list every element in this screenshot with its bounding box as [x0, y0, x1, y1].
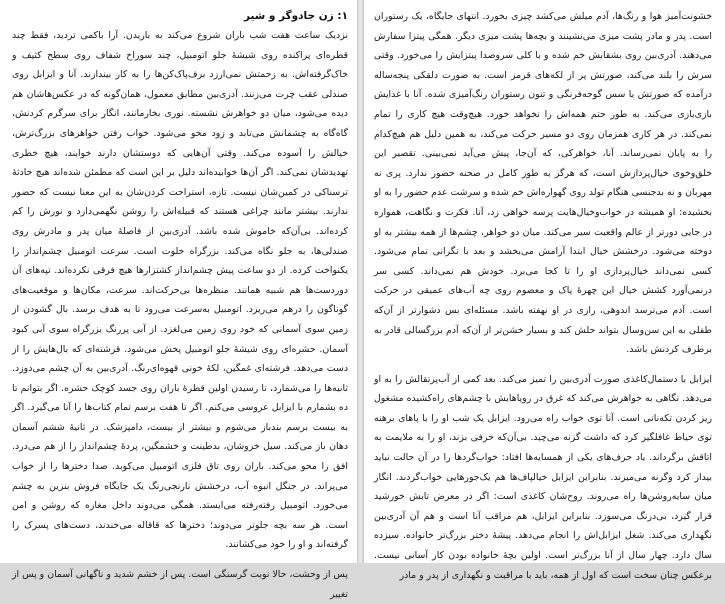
- paragraph: نزدیک ساعت هفت شب باران شروع می‌کند به باریدن. آرا باکمی تردید، فقط چند قطره‌ای پراکنده روی شیشهٔ جلو اتومبیل، چند سوراخ شفاف روی سطح کثیف و خاک‌گرفته‌اش. به زحمتش نمی‌ارزد برف‌پاک‌کن‌ها را به کار بیندازند. آنا و ایزابل روی صندلی عقب چرت می‌زنند. آدری‌بین مطابق معمول، همان‌گونه که در عکس‌هاشان هم دیده می‌شود، میان دو خواهرش نشسته. نوری بخارمانند، انگار برای سرگرم کردنش، گاه‌گاه به چشمانش می‌تابد و زود محو می‌شود. خواب رفتن خواهرهای بزرگ‌ترش، خیالش را آسوده می‌کند. وقتی آن‌هایی که دوستشان دارند خوابند، هیچ خطری تهدیدشان نمی‌کند. اگر آن‌ها خوابیده‌اند دلیل بر این است که مطمئن شده‌اند هیچ حادثهٔ ترسناکی در کمین‌شان نیست. تازه، استراحت کردن‌شان به این معنا نیست که حضور ندارند. بیشتر مانند چراغی هستند که قبیله‌اش را روشن نگهمی‌دارد و نورش را کم کرده‌اند. بی‌آن‌که خاموش شده باشد. آدری‌بین از فاصلهٔ میان پدر و مادرش روی صندلی‌ها، به جلو نگاه می‌کند. بزرگراه خلوت است. سرعت اتومبیل چشم‌انداز را یکنواخت کرده. از دو ساعت پیش چشم‌انداز کشتزارها هیچ فرقی نکرده‌اند. تپه‌های آن دوردست‌ها هم شبیه همانند. منظره‌ها بی‌حرکت‌اند. سرعت، مکان‌ها و موقعیت‌های گوناگون را درهم می‌ریزد. اتومبیل به‌سرعت می‌رود تا به هدف برسد. بال گشودن از زمین سوی آسمانی که خود روی زمین می‌لغزد. از آبی پررنگ بزرگراه سوی آبی کبود آسمان. حشره‌ای روی شیشهٔ جلو اتومبیل پخش می‌شود. قرشته‌ای که بال‌هایش را از دست می‌دهد. فرشته‌ای غمگین، لکهٔ خونی قهوه‌ای‌رنگ. آدری‌بین به آن چشم می‌دوزد. ثانیه‌ها را می‌شمارد، تا رسیدن اولین قطرهٔ باران روی جسد کوچک حشره. اگر بتوانم تا ده بشمارم با ایزابل عروسی می‌کنم. اگر تا هفت برسم تمام کتاب‌ها را آنا می‌گیرد. اگر به بیست برسم بندباز می‌شوم و بیشتر از بیست، دامپزشک. در ثانیهٔ ششم آسمان دهان باز می‌کند. سیل خروشان، بدطینت و خشمگین، پردهٔ چشم‌انداز را از هم می‌درد. افق را محو می‌کند. باران روی تاق فلزی اتومبیل می‌کوبد. صدا دختر‌ها را از خواب می‌پراند. در جنگل انبوه آب، درخشش نارنجی‌رنگ یک جایگاه فروش بنزین به چشم می‌خورد. اتومبیل رفته‌رفته می‌ایستد. همگی می‌دوند داخل مغازه که روشن و امن است. هر سه بچه جلوتر می‌دوند؛ دختر‌ها که قاقاله می‌خندند، دست‌های پسرک را گرفته‌اند و او را خود می‌کشانند.: [12, 30, 348, 551]
- left-page: [0, 0, 357, 600]
- paragraph: ایزابل با دستمال‌کاغذی صورت آدری‌بین را تمیز می‌کند. بعد کمی از آب‌پرتقالش را به او می‌دهد. نگاهی به خواهرش می‌کند که غرق در رویاهایش با چشم‌های راه‌کشیده مشغول ریز کردن تکه‌نانی است. آنا توی خواب راه می‌رود. ایزابل یک شب او را با پاهای برهنه توی حیاط غافلگیر کرد که داشت گزنه می‌چید. بی‌آن‌که حرفی بزند، او را به ملایمت به اتاقش برگرداند. یاد حرف‌های یکی از همسایه‌ها افتاد: خواب‌گردها را در آن حالت نباید بیدار کرد وگرنه می‌میرند. بنابراین ایزابل خیالپاف‌ها هم یک‌جورهایی خواب‌گردند. انگار میان سایه‌روشن‌ها راه می‌روند. روح‌شان کاغذی است: اگر در معرض تابش خورشید قرار گیرد، بی‌درنگ می‌سوزد. بنابراین ایزابل، هم مراقب آنا است و هم آن آدری‌بین نگهداری می‌کند. شغل ایزابل‌اش را انجام می‌دهد. پیشهٔ دختر بزرگ‌تر خانواده. سیزده سال دارد. چهار سال از آنا بزرگ‌تر است. اولین بچهٔ خانواده بودن کار آسانی نیست. برعکس چنان سخت است که اول از همه، باید با مراقبت و نگهداری از پدر و مادر: [374, 373, 712, 581]
- paragraph-gap: [374, 360, 712, 370]
- right-page-body: [374, 7, 712, 585]
- chapter-heading: ۱: زن جادوگر و شیر: [244, 10, 348, 22]
- right-page: [364, 0, 725, 581]
- book-gutter: [357, 0, 364, 563]
- paragraph: خشونت‌آمیز هوا و رنگ‌ها، آدم میلش می‌کشد چیزی بخورد. انتهای جایگاه، یک رستوران است. پدر و مادر پشت میزی می‌نشینند و بچه‌ها پشت میزی دیگر. همگی پیتزا سفارش می‌دهند. آدری‌بین روی بشقابش خم شده و با کلی سروصدا پیتزایش را می‌خورد. وقتی سرش را بلند می‌کند، صورتش پر از لکه‌های قرمز است. به صورت دلقکی پنجه‌ساله درآمده که صورتش با سس گوجه‌فرنگی و تنون رستوران رنگ‌آمیزی شده. آنا با غذایش بازی‌بازی می‌کند. به طور حتم همه‌اش را نخواهد خورد. هیچ‌وقت هیچ کاری را تمام نمی‌کند. در هر کاری همزمان روی دو مسیر حرکت می‌کند، به همین دلیل هم هیچ‌کدام را به پایان نمی‌رساند. آنا، خواهرکی، که آن‌جا، پیش می‌آید نمی‌بینی. تقصیر این خلق‌وخوی خیال‌پردازش است، که هرگز به طور کامل در صحنه حضور ندارد. پری نه مهربان و نه بدجنسی هنگام تولد روی گهواره‌اش خم شده و سرشت عدم حضور را به او بخشیده: او همیشه در خواب‌وخیال‌هایت پرسه خواهی زد، آنا. فکرت و نگاهت، همواره در جایی دورتر از عالم واقعیت سیر می‌کند. میان دو خواهر، چشم‌ها از همه بیشتر به او دوخته می‌شود. درخشش خیال ابتدا آرامش می‌بخشد و بعد با نگرانی تمام می‌شود. کسی نمی‌داند خیال‌پردازی او را تا کجا می‌برد. خودش هم نمی‌داند. کسی سر درنمی‌آورد کشش خیال این چهرهٔ پاک و معصوم روی چه آب‌های عمیقی در حرکت است. آدم می‌ترسد اندوهی، رازی در او نهفته باشد. مسئله‌ای بس دشوارتر از آن‌که طفلی به این سن‌وسال بتواند حلش کند و بسیار خشن‌تر از آن‌که آدم بزرگسالی قادر به برطرف کردنش باشد.: [374, 11, 712, 356]
- paragraph: پس از وحشت، حالا نوبت گرسنگی است. پس از خشم شدید و ناگهانی آسمان و پس از تغییر: [12, 569, 348, 600]
- paragraph-gap: [12, 555, 348, 565]
- left-page-body: [12, 26, 348, 604]
